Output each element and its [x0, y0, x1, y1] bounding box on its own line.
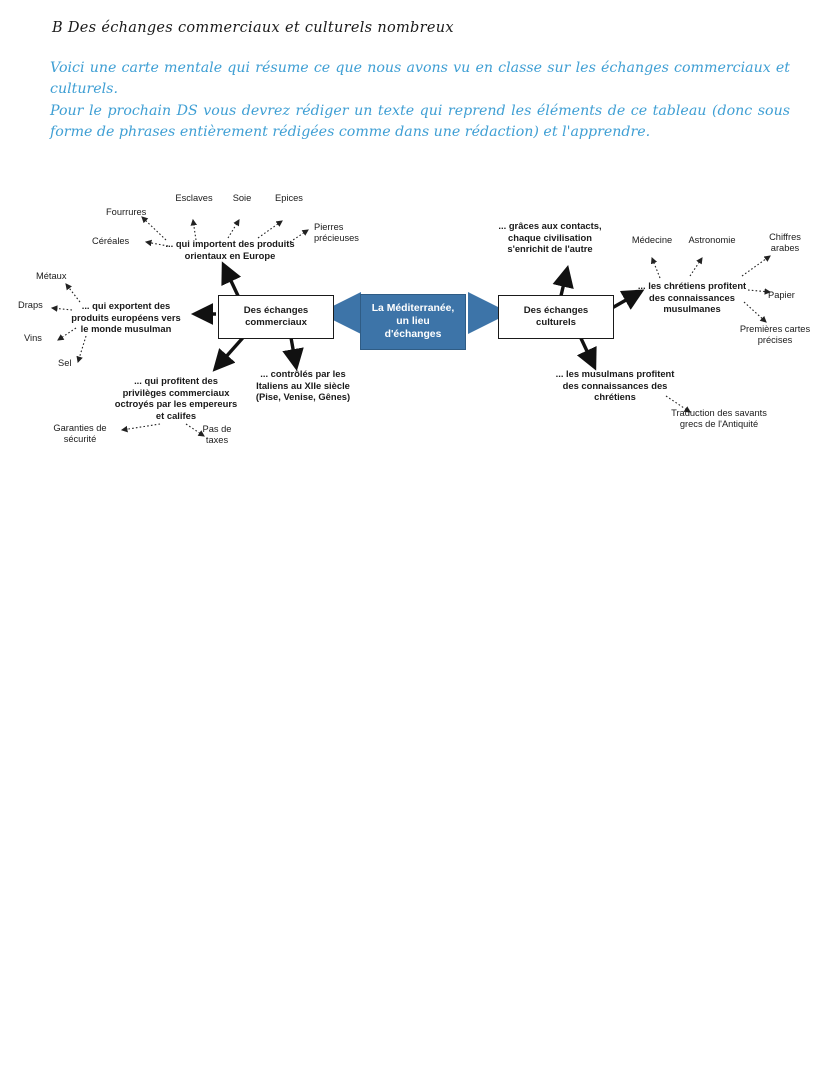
item-premieres-cartes-precises: Premières cartes précises: [739, 324, 811, 346]
node-import-line1: ... qui importent des produits: [165, 238, 295, 249]
item-chiffres-arabes: Chiffres arabes: [769, 232, 801, 254]
center-node-line3: d'échanges: [384, 329, 442, 340]
item-epices: Epices: [275, 193, 303, 203]
node-contacts-line2: chaque civilisation: [508, 231, 592, 243]
node-import-produits-orientaux: [160, 238, 300, 261]
node-echanges-culturels-line2: culturels: [536, 317, 576, 328]
page-title: B Des échanges commerciaux et culturels nombreux: [52, 20, 454, 36]
mind-map-diagram: [0, 180, 828, 480]
item-esclaves: Esclaves: [175, 193, 213, 203]
item-pas-de-taxes: Pas de taxes: [202, 424, 232, 446]
intro-text-block: [50, 58, 790, 143]
node-export-line1: ... qui exportent des: [81, 300, 171, 311]
node-contacts-line3: s'enrichit de l'autre: [507, 243, 593, 255]
center-node-line1: La Méditerranée,: [371, 303, 455, 314]
node-echanges-culturels-line1: Des échanges: [523, 305, 589, 316]
node-controles-line2: Italiens au XIIe siècle: [256, 379, 350, 391]
item-astronomie: Astronomie: [688, 235, 736, 245]
intro-paragraph-1: Voici une carte mentale qui résume ce que nous avons vu en classe sur les échanges commerciaux et culturels.: [50, 60, 790, 97]
center-node-mediterranee: [360, 294, 466, 350]
item-medecine: Médecine: [631, 235, 673, 245]
intro-paragraph-2: Pour le prochain DS vous devrez rédiger un texte qui reprend les éléments de ce tableau (donc sous forme de phrases entièrement rédigées comme dans une rédaction) et l'apprendre.: [50, 103, 790, 140]
node-chretiens-line2: des connaissances: [649, 291, 735, 303]
item-metaux: Métaux: [36, 271, 67, 281]
node-privileges-line1: ... qui profitent des: [134, 375, 218, 386]
node-chretiens-line1: ... les chrétiens profitent: [637, 280, 747, 291]
node-echanges-commerciaux: [218, 295, 334, 339]
node-contacts-line1: ... grâces aux contacts,: [498, 220, 602, 231]
node-export-line3: le monde musulman: [80, 323, 172, 335]
node-musulmans-profitent: [546, 368, 684, 403]
node-privileges-commerciaux: [110, 375, 242, 421]
item-fourrures: Fourrures: [106, 207, 147, 217]
node-controles-line3: (Pise, Venise, Gênes): [255, 391, 351, 403]
node-musulmans-line1: ... les musulmans profitent: [555, 368, 675, 379]
node-echanges-commerciaux-line1: Des échanges: [243, 305, 309, 316]
item-soie: Soie: [232, 193, 252, 203]
item-sel: Sel: [58, 358, 72, 368]
node-privileges-line3: octroyés par les empereurs: [114, 398, 238, 410]
node-chretiens-line3: musulmanes: [663, 303, 721, 315]
node-controles-line1: ... contrôlés par les: [260, 368, 346, 379]
node-controles-italiens: [244, 368, 362, 403]
node-chretiens-profitent: [630, 280, 754, 315]
node-export-line2: produits européens vers: [71, 311, 181, 323]
node-privileges-line2: privilèges commerciaux: [122, 386, 230, 398]
item-cereales: Céréales: [92, 236, 130, 246]
node-echanges-commerciaux-line2: commerciaux: [245, 317, 307, 328]
node-musulmans-line3: chrétiens: [594, 391, 636, 403]
item-traduction-savants-grecs: Traduction des savants grecs de l'Antiquité: [671, 408, 767, 430]
node-import-line2: orientaux en Europe: [184, 249, 276, 261]
node-musulmans-line2: des connaissances des: [562, 379, 668, 391]
center-node-line2: un lieu: [396, 316, 430, 327]
node-export-produits-europeens: [62, 300, 190, 335]
node-graces-aux-contacts: [488, 220, 612, 255]
node-echanges-culturels: [498, 295, 614, 339]
item-vins: Vins: [24, 333, 42, 343]
item-garanties-securite: Garanties de sécurité: [53, 423, 107, 445]
node-privileges-line4: et califes: [155, 409, 197, 421]
item-pierres-precieuses: Pierres précieuses: [314, 222, 359, 244]
item-papier: Papier: [768, 290, 795, 300]
item-draps: Draps: [18, 300, 43, 310]
